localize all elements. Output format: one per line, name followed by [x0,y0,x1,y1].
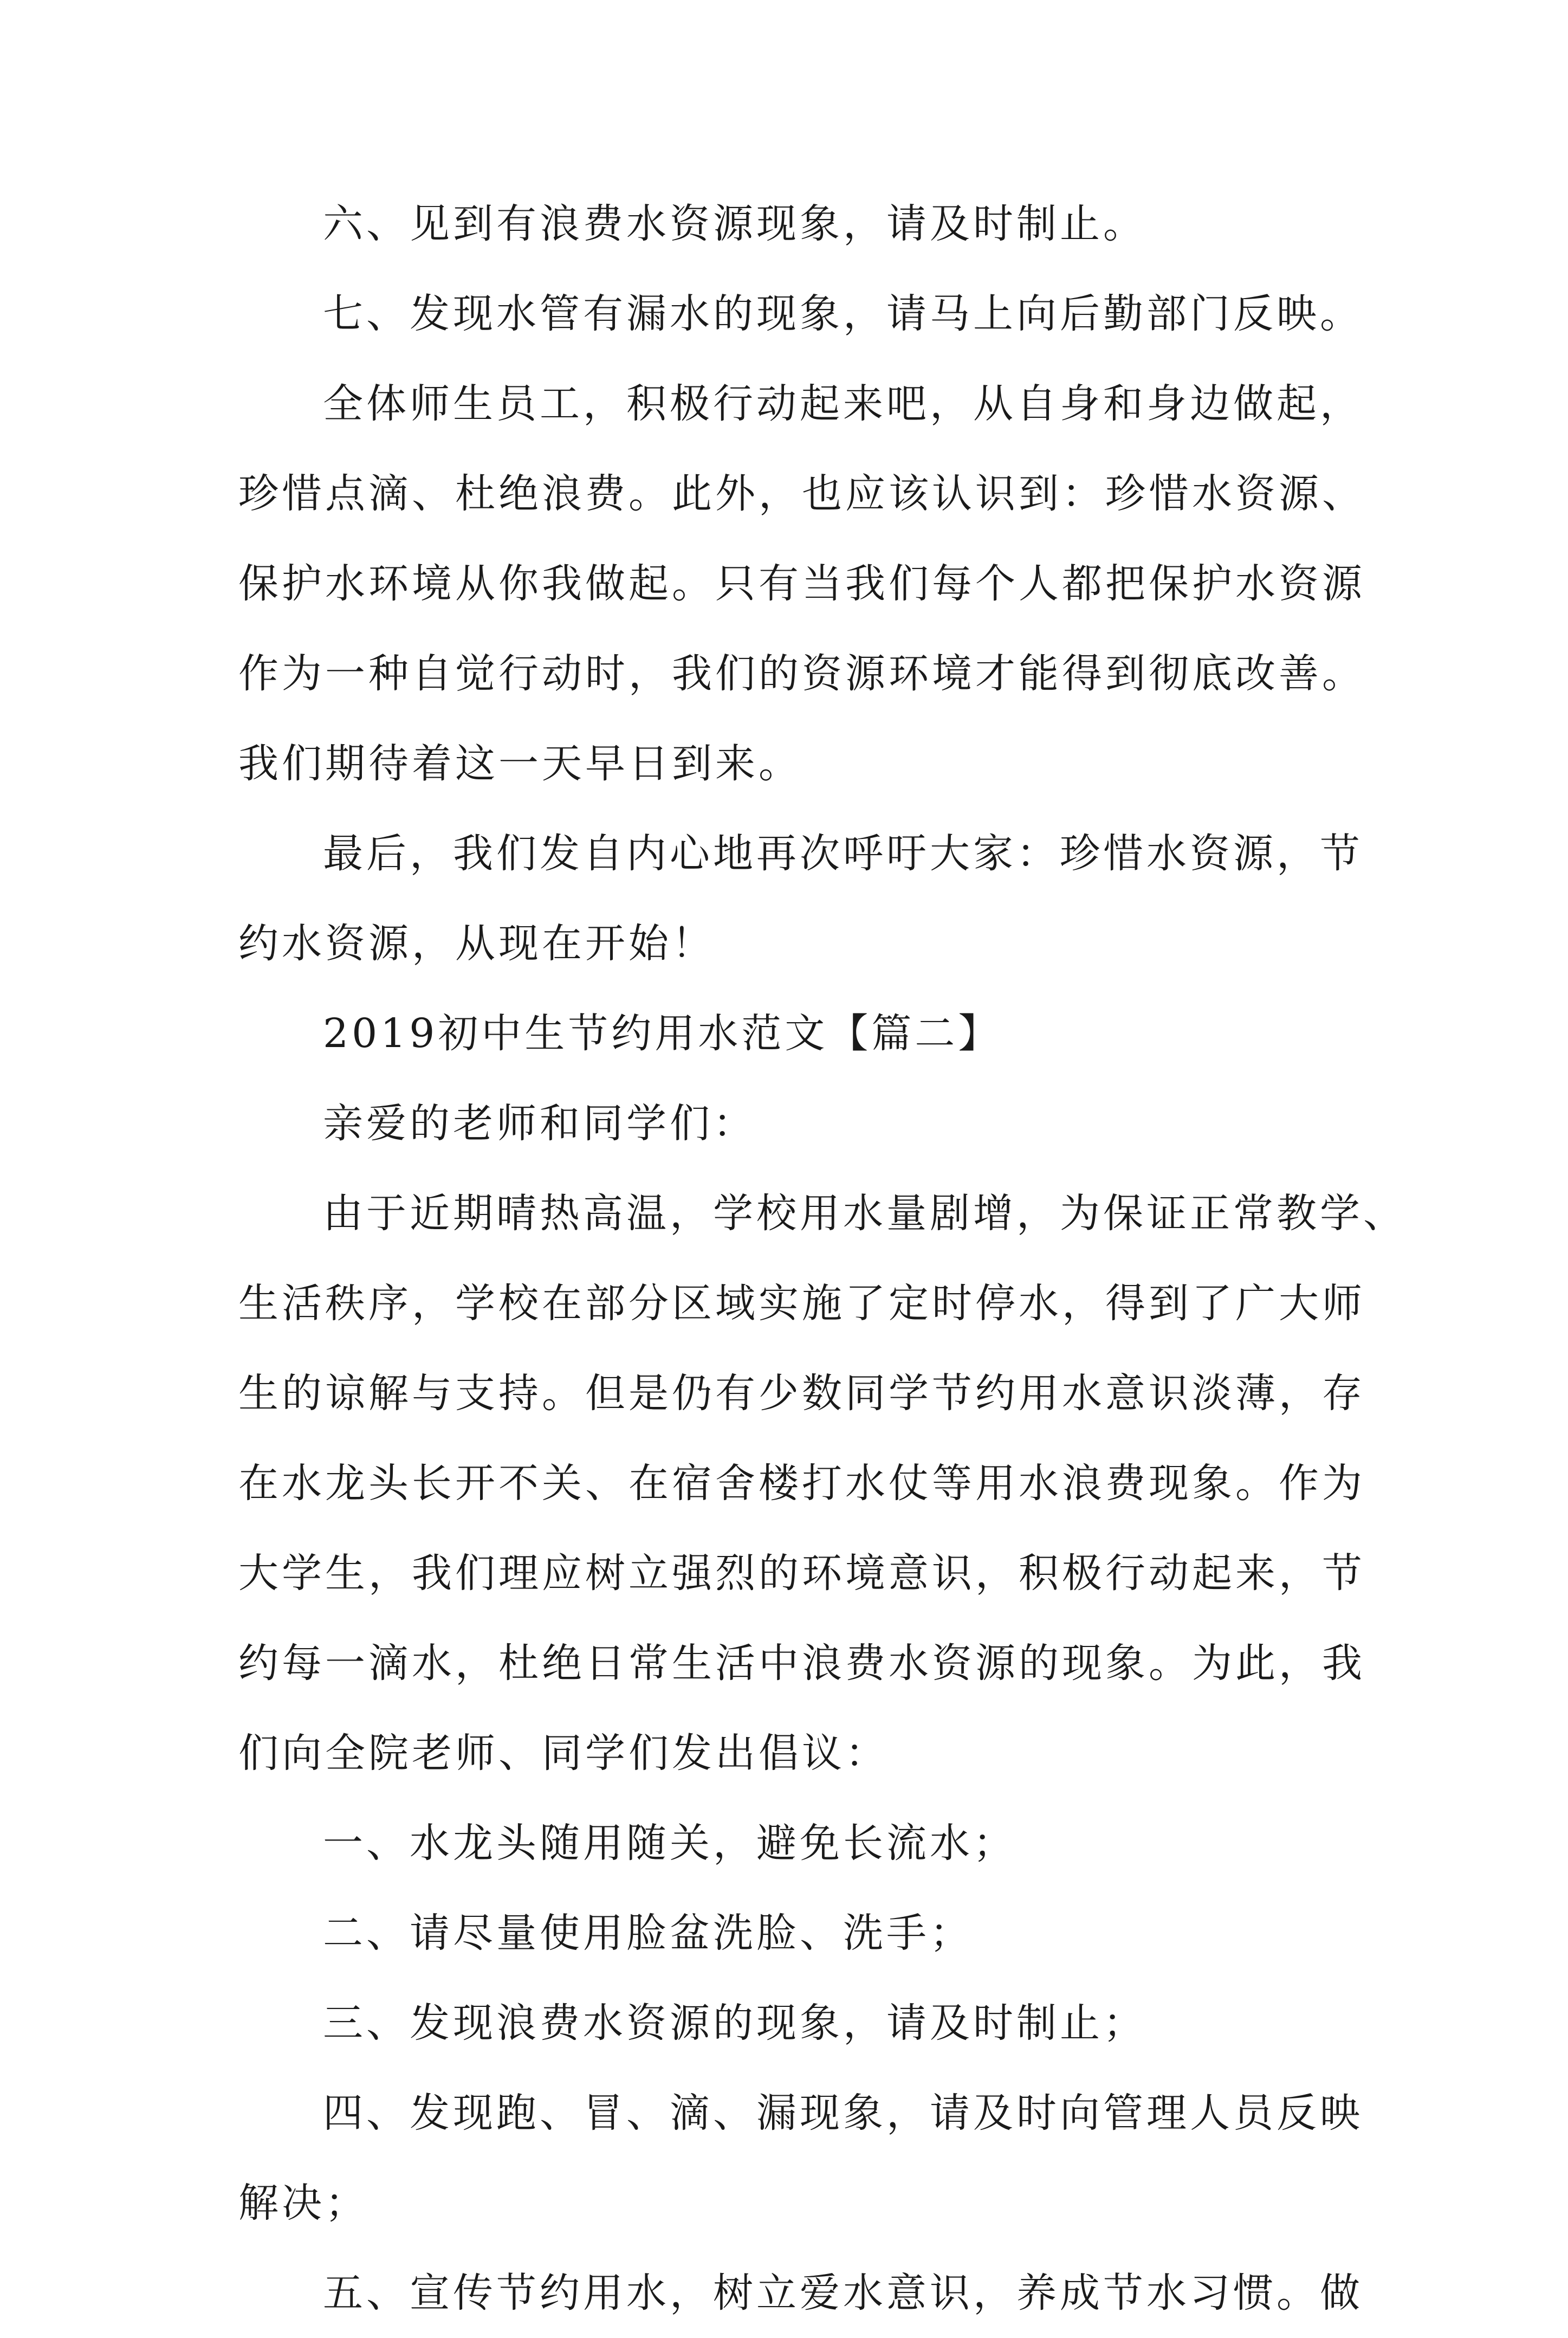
text-line: 最后，我们发自内心地再次呼吁大家：珍惜水资源，节 [323,830,1363,877]
salutation: 亲爱的老师和同学们： [323,1100,756,1147]
list-item: 五、宣传节约用水，树立爱水意识，养成节水习惯。做 [323,2270,1363,2316]
text-line: 在水龙头长开不关、在宿舍楼打水仗等用水浪费现象。作为 [238,1460,1365,1507]
list-item: 一、水龙头随用随关，避免长流水； [323,1820,1016,1866]
text-line: 约每一滴水，杜绝日常生活中浪费水资源的现象。为此，我 [238,1640,1365,1687]
document-body [238,179,1407,2338]
list-item: 三、发现浪费水资源的现象，请及时制止； [323,2000,1146,2046]
text-line: 们向全院老师、同学们发出倡议： [238,1730,889,1777]
list-item: 二、请尽量使用脸盆洗脸、洗手； [323,1910,973,1956]
text-line: 六、见到有浪费水资源现象，请及时制止。 [323,201,1146,247]
text-line: 解决； [238,2180,368,2226]
section-heading: 2019初中生节约用水范文【篇二】 [323,1010,1002,1057]
text-line: 生活秩序，学校在部分区域实施了定时停水，得到了广大师 [238,1280,1365,1327]
text-line: 作为一种自觉行动时，我们的资源环境才能得到彻底改善。 [238,650,1365,697]
text-line: 七、发现水管有漏水的现象，请马上向后勤部门反映。 [323,290,1363,337]
list-item: 四、发现跑、冒、滴、漏现象，请及时向管理人员反映 [323,2090,1363,2136]
text-line: 珍惜点滴、杜绝浪费。此外，也应该认识到：珍惜水资源、 [238,470,1365,517]
text-line: 约水资源，从现在开始！ [238,920,715,967]
text-line: 大学生，我们理应树立强烈的环境意识，积极行动起来，节 [238,1550,1365,1597]
text-line: 全体师生员工，积极行动起来吧，从自身和身边做起， [323,380,1363,427]
text-line: 由于近期晴热高温，学校用水量剧增，为保证正常教学、 [323,1190,1407,1237]
text-line: 生的谅解与支持。但是仍有少数同学节约用水意识淡薄，存 [238,1370,1365,1417]
text-line: 保护水环境从你我做起。只有当我们每个人都把保护水资源 [238,560,1365,607]
text-line: 我们期待着这一天早日到来。 [238,740,802,787]
